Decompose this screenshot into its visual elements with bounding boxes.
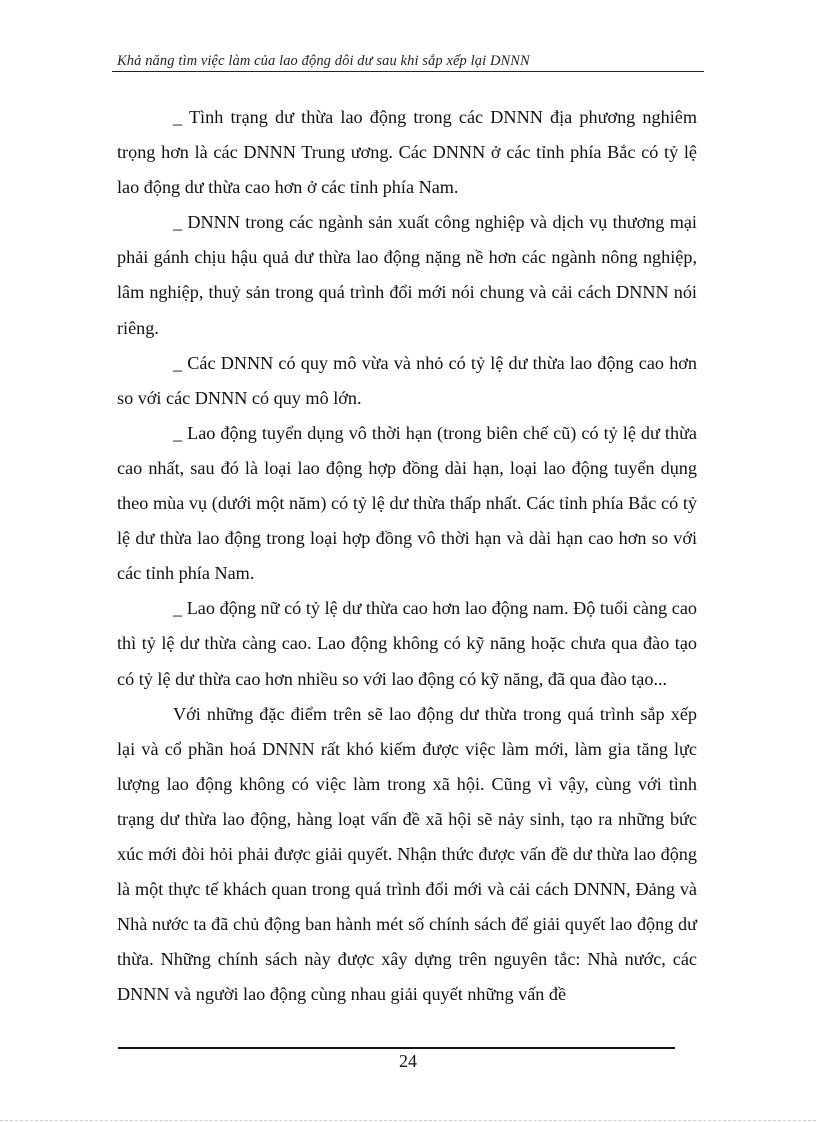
paragraph-5: _ Lao động nữ có tỷ lệ dư thừa cao hơn lao động nam. Độ tuổi càng cao thì tỷ lệ dư thừa càng cao. Lao động không có kỹ năng hoặc chưa qua đào tạo có tỷ lệ dư thừa cao hơn nhiều so với lao động có kỹ năng, đã qua đào tạo... [117, 598, 697, 689]
body-text [117, 100, 697, 1012]
paragraph-3: _ Các DNNN có quy mô vừa và nhỏ có tỷ lệ dư thừa lao động cao hơn so với các DNNN có quy mô lớn. [117, 352, 697, 408]
page-edge-divider [0, 1120, 816, 1121]
page-number: 24 [399, 1051, 417, 1071]
running-header-title: Khả năng tìm việc làm của lao động dôi dư sau khi sắp xếp lại DNNN [117, 53, 530, 69]
paragraph-6: Với những đặc điểm trên sẽ lao động dư thừa trong quá trình sắp xếp lại và cổ phần hoá DNNN rất khó kiếm được việc làm mới, làm gia tăng lực lượng lao động không có việc làm trong xã hội. Cũng vì vậy, cùng với tình trạng dư thừa lao động, hàng loạt vấn đề xã hội sẽ nảy sinh, tạo ra những bức xúc mới đòi hỏi phải được giải quyết. Nhận thức được vấn đề dư thừa lao động là một thực tế khách quan trong quá trình đổi mới và cải cách DNNN, Đảng và Nhà nước ta đã chủ động ban hành mét số chính sách để giải quyết lao động dư thừa. Những chính sách này được xây dựng trên nguyên tắc: Nhà nước, các DNNN và người lao động cùng nhau giải quyết những vấn đề [117, 703, 697, 1005]
paragraph-4: _ Lao động tuyển dụng vô thời hạn (trong biên chế cũ) có tỷ lệ dư thừa cao nhất, sau đó là loại lao động hợp đồng dài hạn, loại lao động tuyển dụng theo mùa vụ (dưới một năm) có tỷ lệ dư thừa thấp nhất. Các tỉnh phía Bắc có tỷ lệ dư thừa lao động trong loại hợp đồng vô thời hạn và dài hạn cao hơn so với các tỉnh phía Nam. [117, 422, 697, 584]
paragraph-1: _ Tình trạng dư thừa lao động trong các DNNN địa phương nghiêm trọng hơn là các DNNN Trung ương. Các DNNN ở các tỉnh phía Bắc có tỷ lệ lao động dư thừa cao hơn ở các tỉnh phía Nam. [117, 107, 697, 198]
paragraph-2: _ DNNN trong các ngành sản xuất công nghiệp và dịch vụ thương mại phải gánh chịu hậu quả dư thừa lao động nặng nề hơn các ngành nông nghiệp, lâm nghiệp, thuỷ sản trong quá trình đổi mới nói chung và cải cách DNNN nói riêng. [117, 212, 697, 338]
footer-divider [118, 1047, 675, 1049]
header-divider [112, 71, 704, 72]
